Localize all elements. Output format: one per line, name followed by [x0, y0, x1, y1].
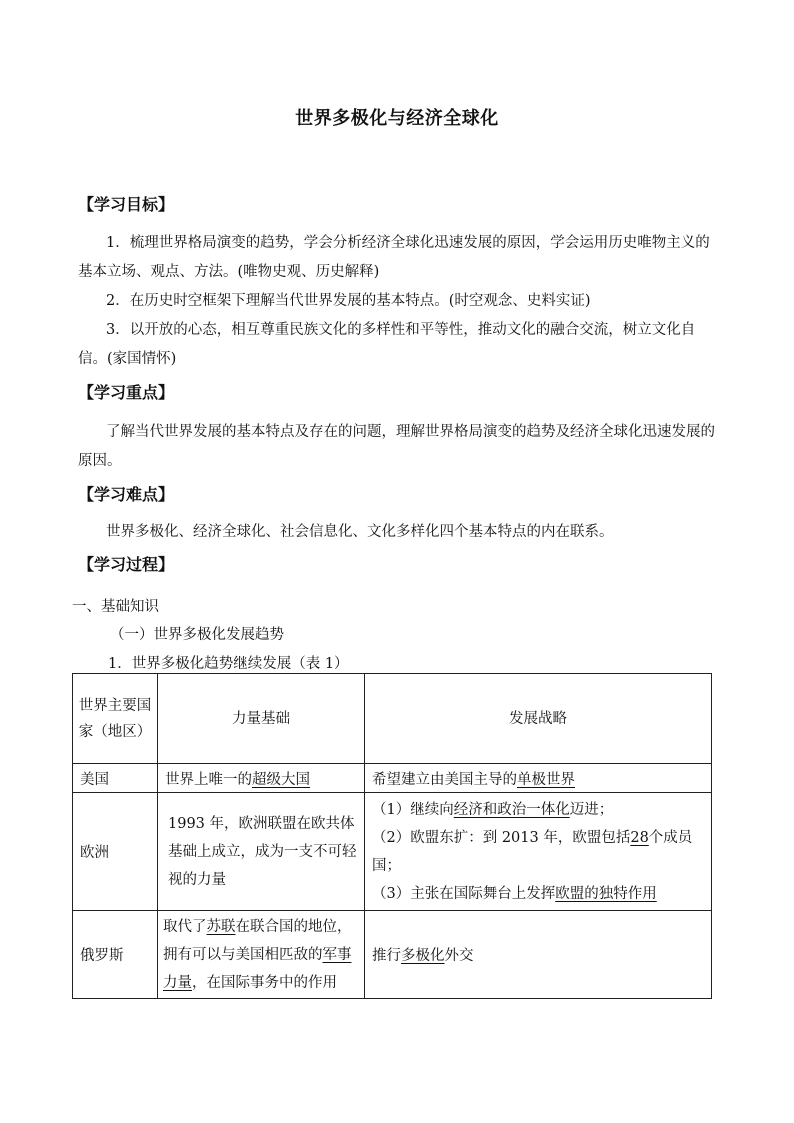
basis-answer: 苏联: [206, 918, 236, 935]
difficulties-heading: 【学习难点】: [78, 485, 175, 504]
table-row: [73, 911, 712, 999]
table-header-row: [73, 674, 712, 764]
powers-table: [72, 673, 712, 999]
strategy-item-1: [372, 796, 704, 824]
objectives-heading: 【学习目标】: [78, 195, 175, 214]
strategy-cell: [365, 764, 712, 793]
objective-item-3: 3．以开放的心态，相互尊重民族文化的多样性和平等性，推动文化的融合交流，树立文化自信。(家国情怀): [78, 322, 696, 367]
basis-cell: [158, 911, 365, 999]
strategy-answer: 经济和政治一体化: [453, 801, 570, 818]
strategy-cell: [365, 793, 712, 911]
basis-text: ，在国际事务中的作用: [192, 974, 337, 991]
strategy-text: 个成员国；: [372, 829, 693, 874]
key-points-text: 了解当代世界发展的基本特点及存在的问题，理解世界格局演变的趋势及经济全球化迅速发展的原因。: [78, 424, 715, 469]
basis-cell: 1993 年，欧洲联盟在欧共体基础上成立，成为一支不可轻视的力量: [158, 793, 365, 911]
strategy-item-3: [372, 880, 704, 908]
basis-text: 在联合国的地位，拥有可以与美国相匹敌的: [163, 918, 352, 963]
difficulties-text: 世界多极化、经济全球化、社会信息化、文化多样化四个基本特点的内在联系。: [106, 524, 614, 540]
strategy-text: （3）主张在国际舞台上发挥: [372, 885, 556, 902]
strategy-answer: 28: [630, 829, 649, 846]
strategy-cell: [365, 911, 712, 999]
country-cell: 美国: [73, 764, 158, 793]
subsection-heading: （一）世界多极化发展趋势: [110, 627, 284, 643]
strategy-text: 外交: [444, 948, 474, 964]
objective-item-2: 2．在历史时空框架下理解当代世界发展的基本特点。(时空观念、史料实证): [106, 293, 591, 309]
strategy-text: 推行: [372, 948, 401, 964]
strategy-text: （2）欧盟东扩：到 2013 年，欧盟包括: [372, 829, 631, 846]
table-row: [73, 793, 712, 911]
strategy-answer: 多极化: [401, 948, 445, 964]
strategy-answer: 欧盟的独特作用: [555, 885, 657, 902]
strategy-text: 希望建立由美国主导的: [372, 771, 517, 788]
header-basis: 力量基础: [158, 674, 365, 764]
country-cell: 欧洲: [73, 793, 158, 911]
strategy-text: 迈进；: [569, 801, 614, 818]
basis-cell: [158, 764, 365, 793]
basis-answer: 超级大国: [252, 771, 310, 788]
basis-answer: 军事力量: [163, 946, 352, 991]
table-row: [73, 764, 712, 793]
basis-text: 世界上唯一的: [165, 771, 252, 788]
table-caption: 1．世界多极化趋势继续发展（表 1）: [108, 656, 349, 672]
header-strategy: 发展战略: [365, 674, 712, 764]
header-country: 世界主要国家（地区）: [73, 674, 158, 764]
page-title: 世界多极化与经济全球化: [295, 108, 499, 129]
strategy-item-2: [372, 824, 704, 880]
objective-item-1: 1．梳理世界格局演变的趋势，学会分析经济全球化迅速发展的原因，学会运用历史唯物主义的基本立场、观点、方法。(唯物史观、历史解释): [78, 235, 710, 280]
process-heading: 【学习过程】: [78, 555, 175, 574]
country-cell: 俄罗斯: [73, 911, 158, 999]
basis-text: 取代了: [163, 918, 207, 935]
strategy-text: （1）继续向: [372, 801, 454, 818]
basic-knowledge-heading: 一、基础知识: [72, 599, 159, 615]
strategy-answer: 单极世界: [517, 771, 575, 788]
key-points-heading: 【学习重点】: [78, 383, 175, 402]
